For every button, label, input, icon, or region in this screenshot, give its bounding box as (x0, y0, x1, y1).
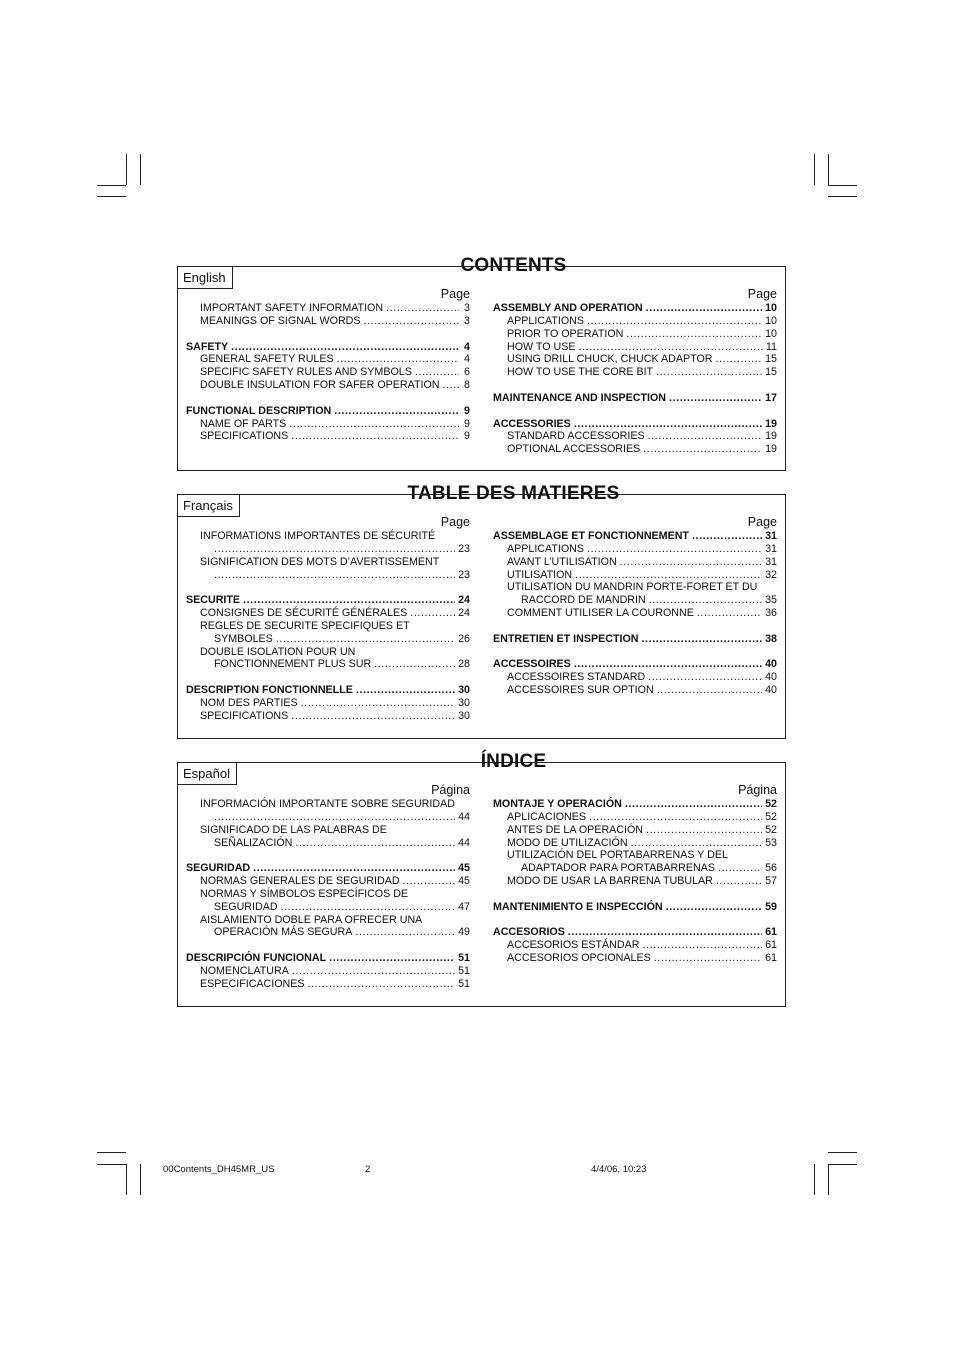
toc-entry-label: ACCESSOIRES (493, 658, 571, 671)
toc-entry-label: SPECIFICATIONS (200, 709, 289, 722)
toc-page-number: 30 (458, 709, 470, 722)
toc-entry-label: SIGNIFICATION DES MOTS D’AVERTISSEMENT (200, 555, 440, 568)
toc-entry-label: SPECIFIC SAFETY RULES AND SYMBOLS (200, 366, 412, 379)
toc-entry (186, 926, 470, 939)
toc-page-number: 23 (458, 542, 470, 555)
toc-section-entry (186, 684, 470, 697)
toc-section-entry (493, 302, 777, 315)
toc-entry-label: ACCESORIOS (493, 926, 565, 939)
toc-entry (186, 315, 470, 328)
toc-section-entry (493, 798, 777, 811)
toc-entry-label: AVANT L’UTILISATION (507, 555, 617, 568)
toc-entry (493, 328, 777, 341)
dot-leader (214, 543, 455, 556)
toc-entry (186, 875, 470, 888)
footer-filename: 00Contents_DH45MR_US (163, 1164, 275, 1175)
toc-entry-label: REGLES DE SECURITE SPECIFIQUES ET (200, 619, 410, 632)
toc-entry-label: DESCRIPTION FONCTIONNELLE (186, 684, 353, 697)
toc-entry-label: USING DRILL CHUCK, CHUCK ADAPTOR (507, 353, 713, 366)
toc-page-number: 19 (765, 430, 777, 443)
toc-page-number: 52 (765, 810, 777, 823)
toc-french-right (493, 515, 777, 697)
language-tab-english: English (178, 267, 233, 289)
dot-leader (631, 837, 763, 850)
toc-page-number: 24 (458, 607, 470, 620)
toc-entry (493, 837, 777, 850)
dot-leader (654, 952, 762, 965)
toc-entry-continuation: SYMBOLES (214, 632, 273, 645)
toc-page-number: 30 (458, 696, 470, 709)
dot-leader (646, 824, 762, 837)
section-title: ÍNDICE (480, 751, 547, 772)
toc-page-number: 35 (765, 594, 777, 607)
toc-entry-label: SEGURIDAD (186, 862, 251, 875)
toc-entry-label: MONTAJE Y OPERACIÓN (493, 798, 622, 810)
toc-english-left (186, 287, 470, 443)
page-column-label: Page (440, 287, 470, 301)
toc-entry (186, 569, 470, 582)
toc-entry (493, 811, 777, 824)
section-heading-spanish (177, 751, 784, 773)
toc-entry (493, 862, 777, 875)
dot-leader (626, 328, 762, 341)
dot-leader (589, 811, 762, 824)
toc-entry (186, 901, 470, 914)
toc-entry (186, 302, 470, 315)
toc-entry-label: AISLAMIENTO DOBLE PARA OFRECER UNA (200, 913, 423, 926)
toc-entry (493, 315, 777, 328)
toc-page-number: 8 (464, 379, 470, 392)
footer-date: 4/4/06, 10:23 (591, 1164, 647, 1175)
toc-entry-label: ACCESSORIES (493, 417, 571, 430)
dot-leader (443, 379, 459, 392)
dot-leader (281, 901, 456, 914)
toc-entry-label: ASSEMBLAGE ET FONCTIONNEMENT (493, 530, 689, 542)
dot-leader (568, 926, 762, 939)
page-column-label: Page (440, 515, 470, 529)
dot-leader (329, 952, 455, 965)
dot-leader (243, 594, 455, 607)
section-title: TABLE DES MATIERES (407, 483, 620, 504)
toc-page-number: 36 (765, 607, 777, 620)
toc-page-number: 30 (458, 684, 470, 697)
toc-entry (186, 366, 470, 379)
toc-page-number: 56 (765, 862, 777, 875)
dot-leader (666, 901, 762, 914)
toc-entry (493, 556, 777, 569)
toc-page-number: 51 (458, 964, 470, 977)
page-column-label: Página (738, 783, 777, 797)
dot-leader (403, 875, 456, 888)
toc-page-number: 24 (458, 594, 470, 607)
toc-spanish (177, 762, 786, 1007)
dot-leader (291, 710, 455, 723)
toc-page-number: 45 (458, 862, 470, 875)
toc-entry (186, 710, 470, 723)
toc-entry-label: UTILISATION (507, 568, 573, 581)
toc-section-entry (493, 530, 777, 543)
toc-entry-label: NOMENCLATURA (200, 964, 289, 977)
toc-entry-label: MODO DE UTILIZACIÓN (507, 836, 628, 849)
toc-entry-label: UTILIZACIÓN DEL PORTABARRENAS Y DEL (507, 849, 728, 862)
toc-entry (186, 811, 470, 824)
dot-leader (253, 862, 455, 875)
toc-entry (186, 379, 470, 392)
toc-entry (493, 684, 777, 697)
toc-page-number: 40 (765, 658, 777, 671)
toc-page-number: 3 (464, 314, 470, 327)
toc-section-entry (186, 341, 470, 354)
page-column-label: Page (747, 515, 777, 529)
toc-entry-label: DESCRIPCIÓN FUNCIONAL (186, 952, 327, 965)
dot-leader (648, 671, 762, 684)
toc-entry-label: INFORMATIONS IMPORTANTES DE SÉCURITÉ (200, 530, 436, 542)
toc-page-number: 57 (765, 875, 777, 888)
section-heading-french (177, 483, 784, 505)
dot-leader (641, 633, 762, 646)
toc-page-number: 23 (458, 568, 470, 581)
toc-entry (493, 671, 777, 684)
dot-leader (289, 418, 459, 431)
dot-leader (587, 315, 762, 328)
section-title: CONTENTS (460, 255, 567, 276)
toc-entry-label: COMMENT UTILISER LA COURONNE (507, 607, 694, 620)
toc-entry (186, 353, 470, 366)
dot-leader (410, 607, 455, 620)
toc-english (177, 266, 786, 471)
toc-section-entry (493, 418, 777, 431)
dot-leader (415, 366, 459, 379)
toc-entry-label: FUNCTIONAL DESCRIPTION (186, 404, 332, 417)
toc-page-number: 17 (765, 391, 777, 404)
toc-page-number: 47 (458, 900, 470, 913)
toc-entry (186, 543, 470, 556)
dot-leader (718, 862, 762, 875)
toc-entry-label: ENTRETIEN ET INSPECTION (493, 632, 639, 645)
dot-leader (697, 607, 762, 620)
toc-entry-label: GENERAL SAFETY RULES (200, 353, 334, 366)
toc-entry (493, 952, 777, 965)
toc-entry-label: DOUBLE ISOLATION POUR UN (200, 645, 356, 658)
toc-section-entry (493, 633, 777, 646)
toc-page-number: 19 (765, 443, 777, 456)
language-tab-french: Français (178, 495, 240, 517)
toc-page-number: 51 (458, 952, 470, 965)
toc-entry-label: HOW TO USE THE CORE BIT (507, 366, 654, 379)
toc-page-number: 31 (765, 530, 777, 542)
toc-entry-label: CONSIGNES DE SÉCURITÉ GÉNÉRALES (200, 607, 408, 620)
toc-entry-label: STANDARD ACCESSORIES (507, 430, 645, 443)
toc-entry-continuation: RACCORD DE MANDRIN (521, 594, 646, 607)
dot-leader (231, 341, 459, 354)
toc-entry-label: HOW TO USE (507, 340, 576, 353)
toc-french-left (186, 515, 470, 723)
toc-entry (493, 443, 777, 456)
toc-page-number: 45 (458, 875, 470, 888)
dot-leader (276, 633, 455, 646)
toc-page-number: 40 (765, 684, 777, 697)
language-tab-spanish: Español (178, 763, 237, 785)
dot-leader (214, 569, 455, 582)
toc-entry (186, 430, 470, 443)
toc-entry (186, 607, 470, 620)
toc-entry (186, 658, 470, 671)
toc-page-number: 32 (765, 568, 777, 581)
dot-leader (620, 556, 762, 569)
toc-page-number: 61 (765, 939, 777, 952)
dot-leader (692, 530, 762, 543)
dot-leader (292, 965, 455, 978)
dot-leader (386, 302, 459, 315)
toc-entry (186, 978, 470, 991)
footer-page-number: 2 (365, 1164, 371, 1175)
toc-page-number: 15 (765, 353, 777, 366)
toc-entry-label: NAME OF PARTS (200, 417, 287, 430)
toc-entry (186, 418, 470, 431)
dot-leader (643, 443, 762, 456)
toc-page-number: 59 (765, 900, 777, 913)
toc-page-number: 9 (464, 417, 470, 430)
toc-entry-label: ACCESORIOS ESTÁNDAR (507, 939, 640, 952)
dot-leader (646, 302, 762, 315)
toc-entry-label: SECURITE (186, 594, 241, 607)
toc-entry-label: ANTES DE LA OPERACIÓN (507, 823, 644, 836)
toc-entry-label: NOM DES PARTIES (200, 696, 298, 709)
page-column-label: Página (431, 783, 470, 797)
dot-leader (308, 978, 456, 991)
dot-leader (574, 658, 762, 671)
toc-page-number: 51 (458, 977, 470, 990)
toc-page-number: 10 (765, 314, 777, 327)
toc-section-entry (186, 952, 470, 965)
dot-leader (364, 315, 459, 328)
toc-entry-continuation: ADAPTADOR PARA PORTABARRENAS (521, 862, 715, 875)
toc-page-number: 52 (765, 823, 777, 836)
dot-leader (574, 418, 762, 431)
dot-leader (575, 569, 762, 582)
toc-section-entry (186, 405, 470, 418)
toc-entry-label: APLICACIONES (507, 810, 586, 823)
toc-page-number: 52 (765, 798, 777, 810)
toc-entry-label: ESPECIFICACIONES (200, 977, 305, 990)
toc-entry-label: MEANINGS OF SIGNAL WORDS (200, 314, 361, 327)
toc-page-number: 15 (765, 366, 777, 379)
toc-page-number: 40 (765, 671, 777, 684)
toc-page-number: 6 (464, 366, 470, 379)
dot-leader (716, 875, 762, 888)
dot-leader (642, 939, 762, 952)
section-heading-english (177, 255, 784, 277)
toc-entry-label: SPECIFICATIONS (200, 430, 289, 443)
dot-leader (715, 353, 762, 366)
toc-entry-label: NORMAS GENERALES DE SEGURIDAD (200, 875, 400, 888)
toc-entry (493, 543, 777, 556)
dot-leader (356, 684, 455, 697)
toc-entry-label: UTILISATION DU MANDRIN PORTE-FORET ET DU (507, 581, 758, 594)
toc-page-number: 4 (464, 353, 470, 366)
toc-entry-label: ACCESSOIRES STANDARD (507, 671, 646, 684)
toc-page-number: 44 (458, 810, 470, 823)
toc-page-number: 31 (765, 555, 777, 568)
toc-entry (493, 341, 777, 354)
toc-section-entry (186, 594, 470, 607)
toc-section-entry (186, 862, 470, 875)
dot-leader (355, 926, 455, 939)
dot-leader (649, 594, 762, 607)
toc-french (177, 494, 786, 739)
toc-entry (493, 875, 777, 888)
toc-entry-continuation: SEGURIDAD (214, 900, 278, 913)
toc-section-entry (493, 658, 777, 671)
toc-entry (493, 824, 777, 837)
dot-leader (301, 697, 456, 710)
toc-entry-label: ACCESORIOS OPCIONALES (507, 952, 651, 965)
dot-leader (214, 811, 455, 824)
toc-entry-label: MANTENIMIENTO E INSPECCIÓN (493, 900, 663, 913)
toc-entry-label: IMPORTANT SAFETY INFORMATION (200, 302, 384, 314)
toc-page-number: 19 (765, 417, 777, 430)
toc-entry (493, 353, 777, 366)
toc-entry (186, 697, 470, 710)
toc-entry (493, 366, 777, 379)
toc-entry (186, 633, 470, 646)
toc-entry (186, 965, 470, 978)
dot-leader (374, 658, 455, 671)
toc-section-entry (493, 392, 777, 405)
dot-leader (337, 353, 459, 366)
dot-leader (625, 798, 762, 811)
toc-page-number: 4 (464, 340, 470, 353)
toc-page-number: 9 (464, 430, 470, 443)
toc-page-number: 10 (765, 302, 777, 314)
toc-entry-label: ASSEMBLY AND OPERATION (493, 302, 643, 314)
toc-entry-label: INFORMACIÓN IMPORTANTE SOBRE SEGURIDAD (200, 798, 455, 810)
toc-page-number: 61 (765, 952, 777, 965)
toc-entry-label: APPLICATIONS (507, 314, 585, 327)
toc-section-entry (493, 901, 777, 914)
toc-english-right (493, 287, 777, 456)
dot-leader (669, 392, 762, 405)
toc-page-number: 10 (765, 327, 777, 340)
toc-entry-continuation: OPERACIÓN MÁS SEGURA (214, 926, 353, 939)
toc-entry-continuation: SEÑALIZACIÓN (214, 836, 293, 849)
toc-entry-continuation: FONCTIONNEMENT PLUS SUR (214, 658, 372, 671)
dot-leader (295, 837, 455, 850)
toc-page-number: 61 (765, 926, 777, 939)
dot-leader (656, 366, 762, 379)
toc-entry-label: OPTIONAL ACCESSORIES (507, 443, 641, 456)
toc-page-number: 11 (765, 340, 777, 353)
toc-entry-label: MAINTENANCE AND INSPECTION (493, 391, 666, 404)
toc-page-number: 44 (458, 836, 470, 849)
toc-entry (493, 939, 777, 952)
toc-entry (493, 607, 777, 620)
toc-page-number: 9 (464, 404, 470, 417)
toc-page-number: 38 (765, 632, 777, 645)
page-column-label: Page (747, 287, 777, 301)
toc-entry-label: SAFETY (186, 340, 229, 353)
toc-entry-label: MODO DE USAR LA BARRENA TUBULAR (507, 875, 713, 888)
toc-entry-label: SIGNIFICADO DE LAS PALABRAS DE (200, 823, 387, 836)
toc-entry (493, 430, 777, 443)
toc-entry (186, 837, 470, 850)
dot-leader (579, 341, 763, 354)
dot-leader (291, 430, 459, 443)
toc-entry-label: PRIOR TO OPERATION (507, 327, 624, 340)
toc-entry (493, 594, 777, 607)
dot-leader (648, 430, 763, 443)
toc-page-number: 26 (458, 632, 470, 645)
toc-page-number: 28 (458, 658, 470, 671)
dot-leader (334, 405, 459, 418)
toc-entry-label: NORMAS Y SÍMBOLOS ESPECÍFICOS DE (200, 887, 409, 900)
toc-page-number: 31 (765, 542, 777, 555)
toc-page-number: 53 (765, 836, 777, 849)
toc-page-number: 3 (464, 302, 470, 314)
toc-entry-label: ACCESSOIRES SUR OPTION (507, 684, 654, 697)
toc-spanish-left (186, 783, 470, 991)
dot-leader (587, 543, 762, 556)
toc-page-number: 49 (458, 926, 470, 939)
toc-entry (493, 569, 777, 582)
toc-spanish-right (493, 783, 777, 965)
toc-entry-label: APPLICATIONS (507, 542, 585, 555)
toc-section-entry (493, 926, 777, 939)
dot-leader (657, 684, 762, 697)
toc-entry-label: DOUBLE INSULATION FOR SAFER OPERATION (200, 379, 440, 392)
